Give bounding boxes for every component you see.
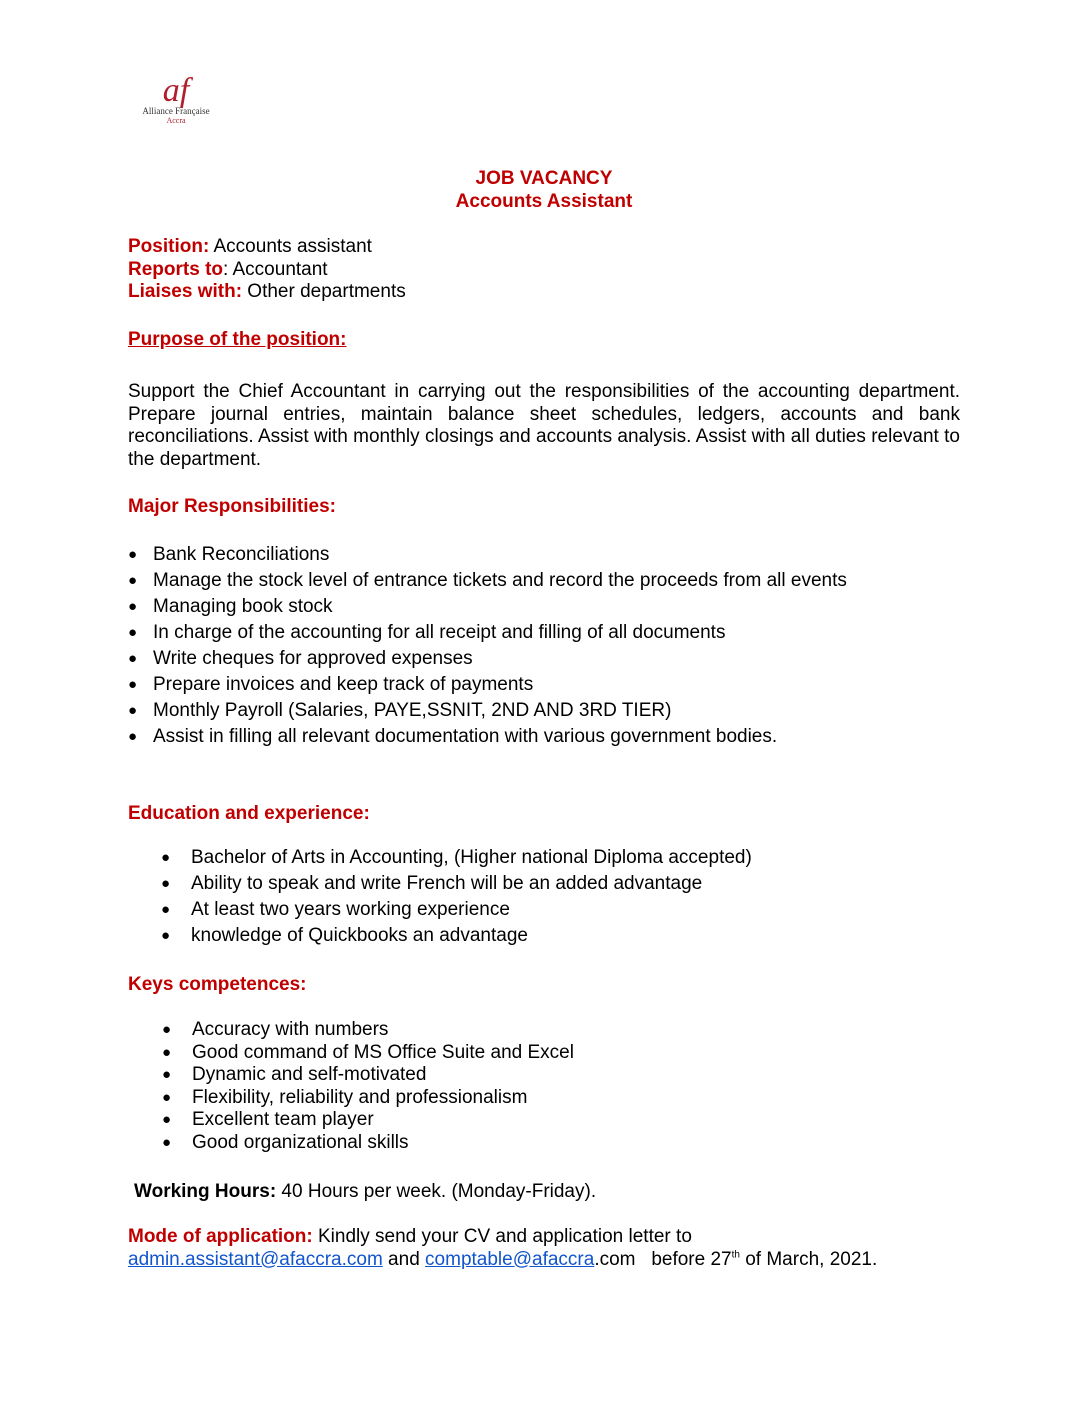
list-item: ● Prepare invoices and keep track of payments — [128, 672, 960, 698]
list-item: ● Accuracy with numbers — [128, 1019, 960, 1042]
working-hours — [134, 1181, 966, 1204]
working-hours-label: Working Hours: — [134, 1181, 277, 1202]
education-heading: Education and experience: — [128, 803, 370, 824]
competences-list — [128, 1019, 960, 1154]
education-list — [128, 845, 960, 949]
application-line-2: admin.assistant@afaccra.com and comptable@afaccra.com before 27th of March, 2021. — [128, 1248, 878, 1270]
list-item: ● Manage the stock level of entrance tickets and record the proceeds from all events — [128, 568, 960, 594]
list-item: ● Flexibility, reliability and professionalism — [128, 1087, 960, 1110]
logo-city: Accra — [166, 116, 186, 125]
purpose-text: Support the Chief Accountant in carrying out the responsibilities of the accounting department. Prepare journal entries, maintain balance sheet schedules, ledgers, accounts and bank reconciliations. Assist with monthly closings and accounts analysis. Assist with all duties relevant to the department. — [128, 381, 960, 470]
list-item: ● Bachelor of Arts in Accounting, (Higher national Diploma accepted) — [128, 845, 960, 871]
list-item: ● Excellent team player — [128, 1109, 960, 1132]
logo-name: Alliance Française — [142, 106, 210, 116]
logo-mark: af — [162, 72, 190, 109]
application-line-1: Mode of application: Kindly send your CV and application letter to — [128, 1226, 692, 1247]
alliance-francaise-logo — [132, 68, 220, 138]
info-position: Position: Accounts assistant — [128, 236, 372, 257]
competences-heading: Keys competences: — [128, 974, 307, 995]
list-item: ● Bank Reconciliations — [128, 542, 960, 568]
mode-of-application — [128, 1226, 960, 1271]
info-reports-to: Reports to: Accountant — [128, 258, 328, 280]
page-subtitle: Accounts Assistant — [455, 191, 633, 212]
responsibilities-heading: Major Responsibilities: — [128, 496, 336, 517]
position-info — [128, 236, 960, 304]
email-link-admin[interactable]: admin.assistant@afaccra.com — [128, 1248, 383, 1270]
responsibilities-list — [128, 542, 960, 750]
purpose-heading: Purpose of the position: — [128, 329, 347, 350]
list-item: ● Good organizational skills — [128, 1132, 960, 1155]
list-item: ● Ability to speak and write French will be an added advantage — [128, 871, 960, 897]
list-item: ● Dynamic and self-motivated — [128, 1064, 960, 1087]
list-item: ● Managing book stock — [128, 594, 960, 620]
list-item: ● In charge of the accounting for all receipt and filling of all documents — [128, 620, 960, 646]
list-item: ● knowledge of Quickbooks an advantage — [128, 923, 960, 949]
list-item: ● Monthly Payroll (Salaries, PAYE,SSNIT, 2ND AND 3RD TIER) — [128, 698, 960, 724]
info-liaises-with: Liaises with: Other departments — [128, 281, 406, 302]
list-item: ● At least two years working experience — [128, 897, 960, 923]
working-hours-value: 40 Hours per week. (Monday-Friday). — [276, 1181, 597, 1202]
email-link-comptable[interactable]: comptable@afaccra — [425, 1248, 595, 1270]
list-item: ● Assist in filling all relevant documentation with various government bodies. — [128, 724, 960, 750]
list-item: ● Write cheques for approved expenses — [128, 646, 960, 672]
page-title: JOB VACANCY — [475, 168, 613, 189]
list-item: ● Good command of MS Office Suite and Excel — [128, 1042, 960, 1065]
